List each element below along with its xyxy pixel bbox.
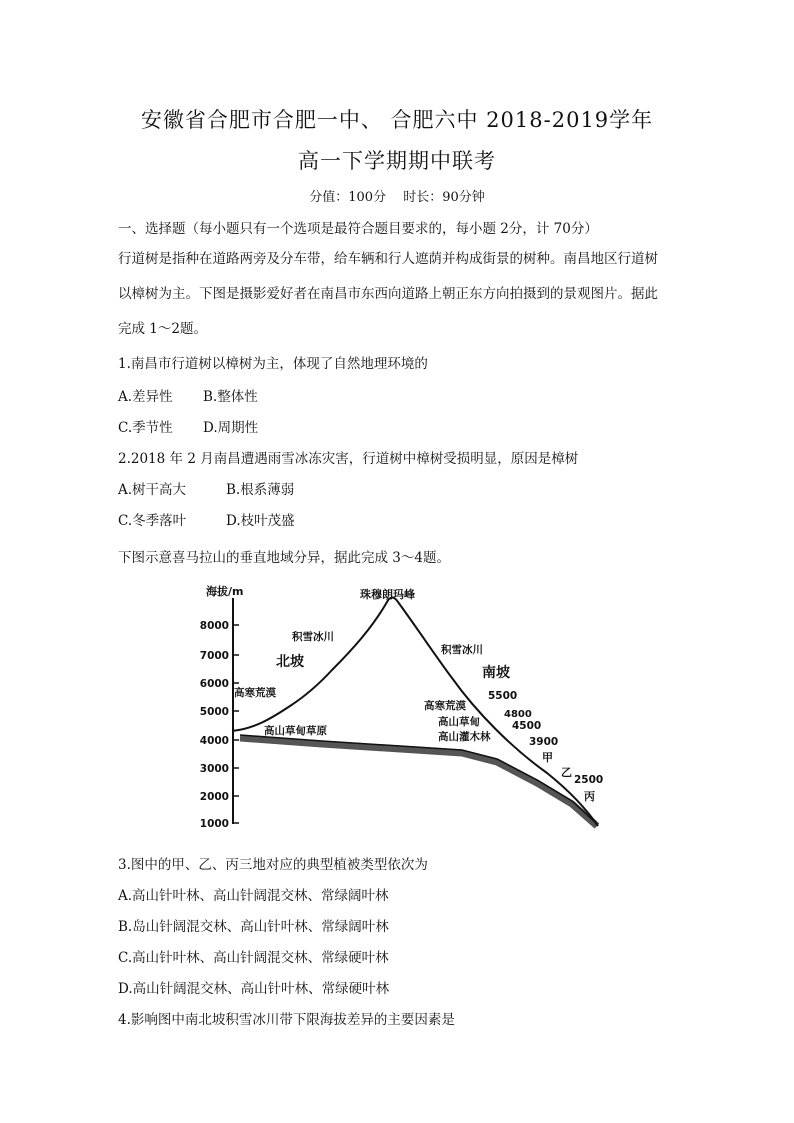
question-2-stem: 2.2018 年 2 月南昌遭遇雨雪冰冻灾害，行道树中樟树受损明显，原因是樟树	[118, 451, 579, 467]
site-yi: 乙	[561, 766, 572, 779]
q3-option-d: D.高山针阔混交林、高山针叶林、常绿硬叶林	[118, 981, 390, 997]
altitude-2500: 2500	[574, 774, 604, 786]
north-grass-label: 高山草甸草原	[264, 725, 327, 737]
q2-option-a: A.树干高大	[118, 482, 187, 498]
document-title-line2: 高一下学期期中联考	[298, 149, 496, 173]
q1-option-d: D.周期性	[203, 420, 259, 436]
site-jia: 甲	[542, 751, 553, 764]
altitude-5500: 5500	[488, 690, 518, 702]
y-tick-2000: 2000	[199, 791, 229, 803]
site-bing: 丙	[584, 790, 595, 803]
q1-option-c: C.季节性	[118, 420, 173, 436]
y-tick-3000: 3000	[199, 763, 229, 775]
intro-line-3: 完成 1～2题。	[118, 321, 207, 337]
question-3-stem: 3.图中的甲、乙、丙三地对应的典型植被类型依次为	[118, 857, 428, 873]
q2-option-c: C.冬季落叶	[118, 513, 187, 529]
question-1-stem: 1.南昌市行道树以樟树为主，体现了自然地理环境的	[118, 356, 428, 372]
y-axis-label: 海拔/m	[206, 585, 244, 598]
y-tick-7000: 7000	[199, 650, 229, 662]
score-duration-info: 分值：100分 时长：90分钟	[309, 190, 485, 205]
mountain-profile	[232, 598, 598, 827]
q1-option-a: A.差异性	[118, 389, 173, 405]
question-4-stem: 4.影响图中南北坡积雪冰川带下限海拔差异的主要因素是	[118, 1012, 455, 1028]
intro-line-1: 行道树是指种在道路两旁及分车带，给车辆和行人遮荫并构成街景的树种。南昌地区行道树	[118, 251, 658, 267]
section-heading: 一、选择题（每小题只有一个选项是最符合题目要求的，每小题 2分，计 70分）	[118, 221, 598, 237]
south-meadow-label: 高山草甸	[438, 716, 480, 728]
document-title-line1: 安徽省合肥市合肥一中、 合肥六中 2018-2019学年	[140, 108, 654, 132]
q2-option-d: D.枝叶茂盛	[226, 513, 295, 529]
q3-option-b: B.岛山针阔混交林、高山针叶林、常绿阔叶林	[118, 919, 389, 935]
q1-option-b: B.整体性	[203, 389, 258, 405]
south-shrub-label: 高山灌木林	[438, 731, 491, 743]
north-slope-label: 北坡	[276, 654, 304, 670]
peak-label: 珠穆朗玛峰	[360, 588, 415, 601]
y-tick-1000: 1000	[199, 818, 229, 830]
north-desert-label: 高寒荒漠	[234, 687, 276, 699]
altitude-4500: 4500	[512, 720, 542, 732]
himalaya-vertical-zonation-diagram	[192, 578, 612, 833]
q3-option-a: A.高山针叶林、高山针阔混交林、常绿阔叶林	[118, 888, 389, 904]
intro-line-2: 以樟树为主。下图是摄影爱好者在南昌市东西向道路上朝正东方向拍摄到的景观图片。据此	[118, 286, 658, 302]
q3-option-c: C.高山针叶林、高山针阔混交林、常绿硬叶林	[118, 950, 389, 966]
y-tick-5000: 5000	[199, 706, 229, 718]
y-tick-6000: 6000	[199, 678, 229, 690]
altitude-4800: 4800	[504, 709, 532, 720]
altitude-3900: 3900	[529, 736, 559, 748]
north-glacier-label: 积雪冰川	[292, 631, 334, 643]
y-tick-4000: 4000	[199, 735, 229, 747]
y-tick-8000: 8000	[199, 620, 229, 632]
south-slope-label: 南坡	[482, 665, 510, 681]
south-desert-label: 高寒荒漠	[424, 700, 466, 712]
south-glacier-label: 积雪冰川	[441, 644, 483, 656]
figure-intro: 下图示意喜马拉山的垂直地域分异，据此完成 3～4题。	[118, 550, 450, 566]
q2-option-b: B.根系薄弱	[226, 482, 295, 498]
